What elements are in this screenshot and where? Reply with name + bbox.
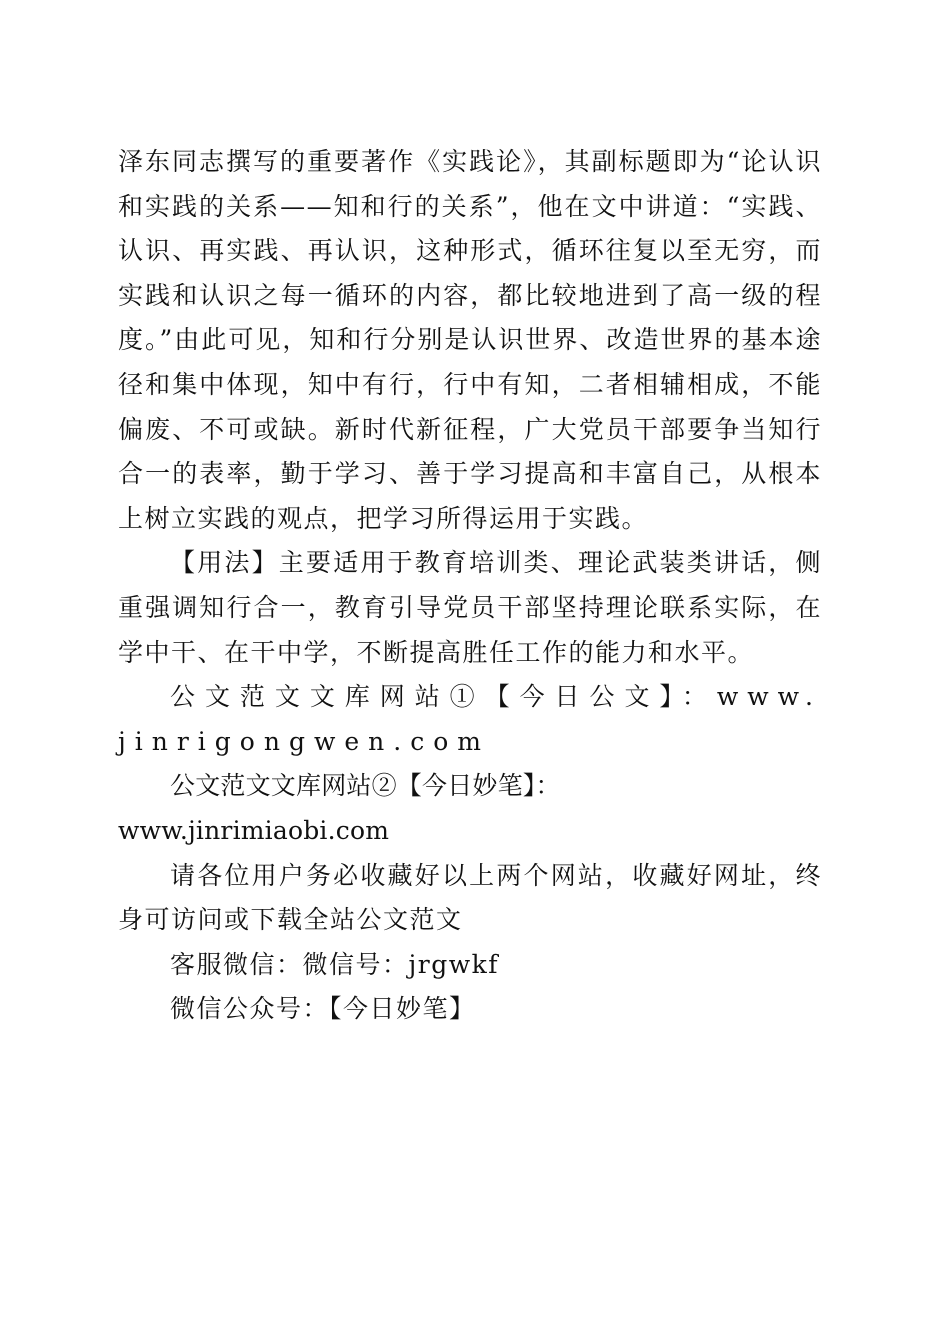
body-paragraph-practice-theory: 泽东同志撰写的重要著作《实践论》，其副标题即为“论认识和实践的关系——知和行的关系”，他在文中讲道：“实践、认识、再实践、再认识，这种形式，循环往复以至无穷，而实践和认识之每一循环的内容，都比较地进到了高一级的程度。”由此可见，知和行分别是认识世界、改造世界的基本途径和集中体现，知中有行，行中有知，二者相辅相成，不能偏废、不可或缺。新时代新征程，广大党员干部要争当知行合一的表率，勤于学习、善于学习提高和丰富自己，从根本上树立实践的观点，把学习所得运用于实践。	[118, 147, 822, 533]
bookmark-notice-paragraph: 请各位用户务必收藏好以上两个网站，收藏好网址，终身可访问或下载全站公文范文	[118, 860, 822, 935]
website-one-line: 公文范文文库网站①【今日公文】：www.jinrigongwen.com	[118, 682, 822, 756]
document-body	[118, 140, 822, 1032]
website-two-line: 公文范文文库网站②【今日妙笔】：www.jinrimiaobi.com	[118, 771, 561, 845]
wechat-official-account: 微信公众号：【今日妙笔】	[170, 994, 476, 1024]
usage-paragraph: 【用法】主要适用于教育培训类、理论武装类讲话，侧重强调知行合一，教育引导党员干部坚持理论联系实际，在学中干、在干中学，不断提高胜任工作的能力和水平。	[118, 548, 822, 667]
customer-service-wechat: 客服微信：微信号：jrgwkf	[170, 949, 500, 979]
